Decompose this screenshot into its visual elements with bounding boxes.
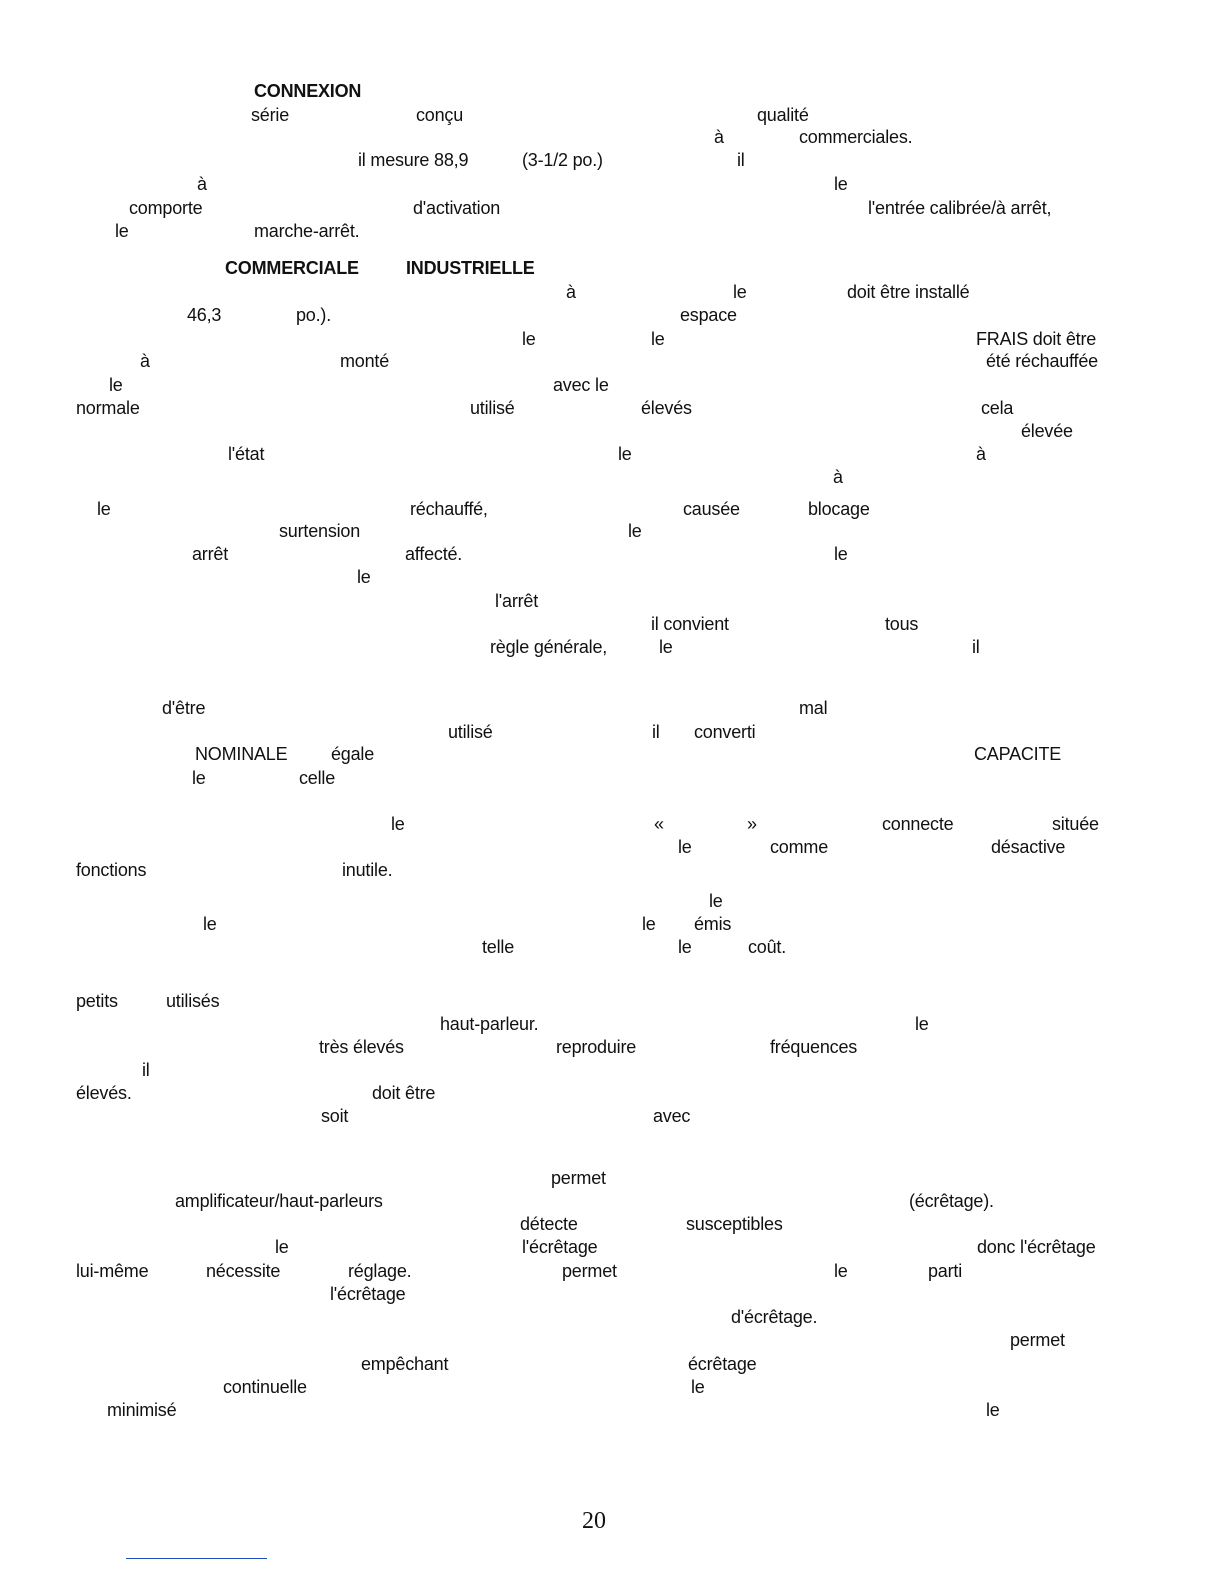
text-fragment: (3-1/2 po.) <box>522 150 603 170</box>
text-fragment: coût. <box>748 937 787 957</box>
text-fragment: écrêtage <box>688 1354 757 1374</box>
text-fragment: le <box>115 221 129 241</box>
text-fragment: le <box>642 914 656 934</box>
text-fragment: fréquences <box>770 1037 858 1057</box>
text-fragment: inutile. <box>342 860 393 880</box>
text-fragment: réchauffé, <box>410 499 488 519</box>
text-fragment: utilisé <box>448 722 493 742</box>
text-fragment: doit être installé <box>847 282 970 302</box>
text-fragment: le <box>651 329 665 349</box>
text-fragment: l'écrêtage <box>330 1284 406 1304</box>
text-fragment: monté <box>340 351 390 371</box>
text-fragment: reproduire <box>556 1037 637 1057</box>
text-fragment: le <box>733 282 747 302</box>
text-fragment: d'activation <box>413 198 501 218</box>
text-fragment: connecte <box>882 814 954 834</box>
text-fragment: le <box>522 329 536 349</box>
text-fragment: le <box>709 891 723 911</box>
text-fragment: à <box>714 127 724 147</box>
text-fragment: cela <box>981 398 1014 418</box>
page-number: 20 <box>582 1508 606 1534</box>
text-fragment: po.). <box>296 305 332 325</box>
text-fragment: celle <box>299 768 336 788</box>
text-fragment: marche-arrêt. <box>254 221 360 241</box>
text-fragment: tous <box>885 614 919 634</box>
text-fragment: d'être <box>162 698 206 718</box>
text-fragment: émis <box>694 914 732 934</box>
text-fragment: donc l'écrêtage <box>977 1237 1096 1257</box>
text-fragment: comme <box>770 837 829 857</box>
text-fragment: très élevés <box>319 1037 404 1057</box>
text-fragment: blocage <box>808 499 870 519</box>
text-fragment: CAPACITE <box>974 744 1062 764</box>
text-fragment: à <box>976 444 986 464</box>
text-fragment: le <box>691 1377 705 1397</box>
text-fragment: « <box>654 814 664 834</box>
text-fragment: conçu <box>416 105 464 125</box>
heading-fragment: COMMERCIALE <box>225 258 359 278</box>
text-fragment: (écrêtage). <box>909 1191 994 1211</box>
text-fragment: le <box>834 174 848 194</box>
text-fragment: le <box>109 375 123 395</box>
text-fragment: nécessite <box>206 1261 281 1281</box>
text-fragment: à <box>140 351 150 371</box>
text-fragment: qualité <box>757 105 809 125</box>
text-fragment: continuelle <box>223 1377 307 1397</box>
text-fragment: permet <box>562 1261 617 1281</box>
text-fragment: désactive <box>991 837 1066 857</box>
text-fragment: » <box>747 814 757 834</box>
text-fragment: le <box>357 567 371 587</box>
text-fragment: le <box>678 837 692 857</box>
text-fragment: permet <box>1010 1330 1065 1350</box>
text-fragment: comporte <box>129 198 203 218</box>
text-fragment: le <box>275 1237 289 1257</box>
text-fragment: située <box>1052 814 1099 834</box>
text-fragment: il mesure 88,9 <box>358 150 469 170</box>
text-fragment: élevés <box>641 398 692 418</box>
text-fragment: réglage. <box>348 1261 412 1281</box>
text-fragment: utilisés <box>166 991 220 1011</box>
text-fragment: commerciales. <box>799 127 913 147</box>
text-fragment: l'état <box>228 444 265 464</box>
text-fragment: FRAIS doit être <box>976 329 1097 349</box>
text-fragment: le <box>915 1014 929 1034</box>
text-fragment: espace <box>680 305 737 325</box>
text-fragment: à <box>197 174 207 194</box>
text-fragment: d'écrêtage. <box>731 1307 818 1327</box>
text-fragment: le <box>628 521 642 541</box>
text-fragment: soit <box>321 1106 349 1126</box>
text-fragment: le <box>391 814 405 834</box>
text-fragment: petits <box>76 991 118 1011</box>
text-fragment: arrêt <box>192 544 229 564</box>
text-fragment: le <box>659 637 673 657</box>
text-fragment: amplificateur/haut-parleurs <box>175 1191 383 1211</box>
text-fragment: empêchant <box>361 1354 449 1374</box>
text-fragment: il <box>972 637 980 657</box>
text-fragment: le <box>192 768 206 788</box>
heading-fragment: CONNEXION <box>254 81 362 101</box>
heading-fragment: INDUSTRIELLE <box>406 258 535 278</box>
text-fragment: règle générale, <box>490 637 608 657</box>
text-fragment: le <box>986 1400 1000 1420</box>
text-fragment: avec <box>653 1106 691 1126</box>
text-fragment: élevée <box>1021 421 1073 441</box>
text-fragment: le <box>97 499 111 519</box>
text-fragment: l'arrêt <box>495 591 539 611</box>
text-fragment: égale <box>331 744 375 764</box>
text-fragment: il <box>142 1060 150 1080</box>
text-fragment: haut-parleur. <box>440 1014 539 1034</box>
text-fragment: à <box>833 467 843 487</box>
text-fragment: il convient <box>651 614 729 634</box>
text-fragment: il <box>737 150 745 170</box>
text-fragment: mal <box>799 698 828 718</box>
text-fragment: détecte <box>520 1214 578 1234</box>
text-fragment: affecté. <box>405 544 463 564</box>
text-fragment: le <box>618 444 632 464</box>
text-fragment: le <box>834 1261 848 1281</box>
text-fragment: telle <box>482 937 515 957</box>
text-fragment: l'écrêtage <box>522 1237 598 1257</box>
text-fragment: surtension <box>279 521 361 541</box>
text-fragment: NOMINALE <box>195 744 288 764</box>
text-fragment: minimisé <box>107 1400 177 1420</box>
text-fragment: normale <box>76 398 140 418</box>
text-fragment: 46,3 <box>187 305 222 325</box>
text-fragment: converti <box>694 722 756 742</box>
text-fragment: été réchauffée <box>986 351 1098 371</box>
text-fragment: susceptibles <box>686 1214 783 1234</box>
text-fragment: le <box>678 937 692 957</box>
text-fragment: utilisé <box>470 398 515 418</box>
text-fragment: avec le <box>553 375 609 395</box>
text-fragment: le <box>834 544 848 564</box>
text-fragment: permet <box>551 1168 606 1188</box>
text-fragment: causée <box>683 499 740 519</box>
text-fragment: élevés. <box>76 1083 132 1103</box>
text-fragment: l'entrée calibrée/à arrêt, <box>868 198 1052 218</box>
text-fragment: il <box>652 722 660 742</box>
text-fragment: lui-même <box>76 1261 149 1281</box>
footnote-rule <box>126 1558 267 1559</box>
text-fragment: série <box>251 105 290 125</box>
text-fragment: fonctions <box>76 860 147 880</box>
text-fragment: le <box>203 914 217 934</box>
text-fragment: parti <box>928 1261 963 1281</box>
text-fragment: doit être <box>372 1083 436 1103</box>
text-fragment: à <box>566 282 576 302</box>
